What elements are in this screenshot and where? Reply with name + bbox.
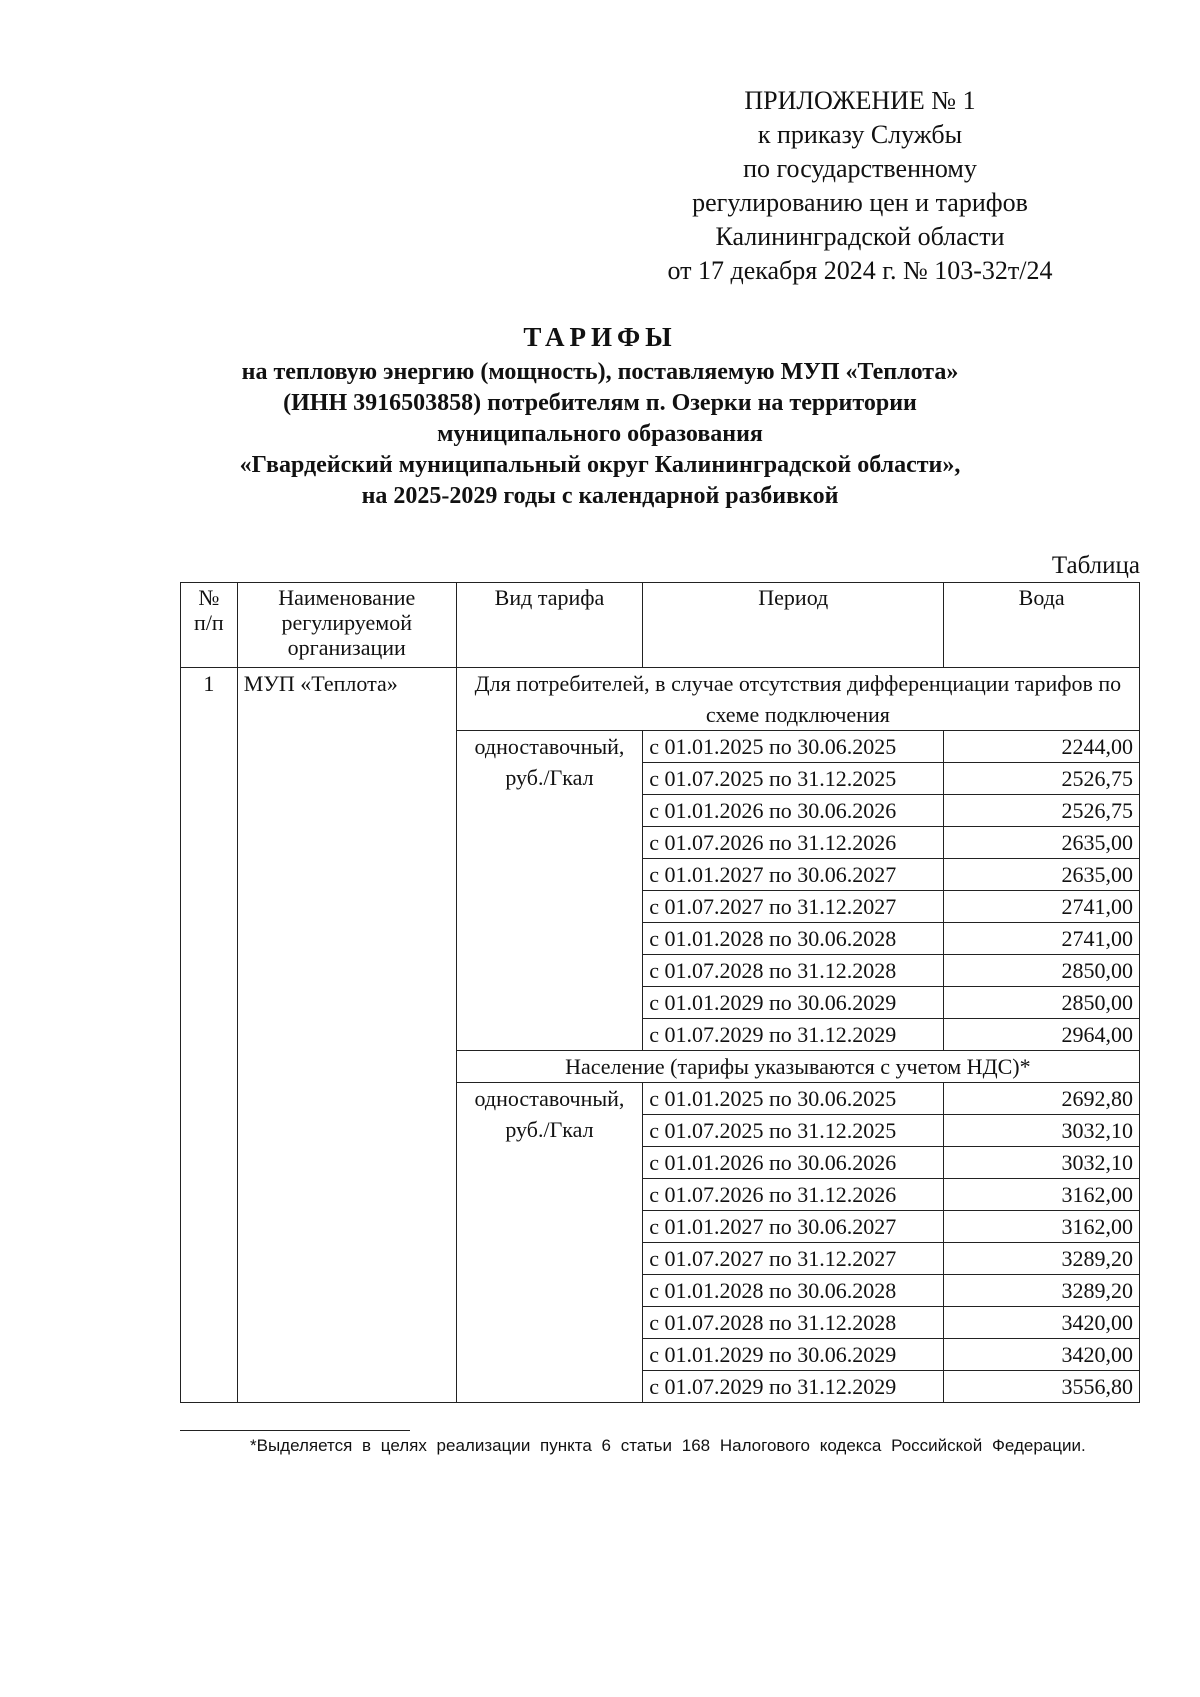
footnote-divider: [180, 1430, 410, 1431]
period-cell: с 01.07.2026 по 31.12.2026: [643, 827, 944, 859]
group-header-row: [181, 668, 1140, 731]
period-cell: с 01.01.2027 по 30.06.2027: [643, 1211, 944, 1243]
period-cell: с 01.07.2028 по 31.12.2028: [643, 955, 944, 987]
period-cell: с 01.01.2029 по 30.06.2029: [643, 1339, 944, 1371]
header-period: Период: [643, 583, 944, 668]
consumer-group-title: Для потребителей, в случае отсутствия дифференциации тарифов по схеме подключения: [456, 668, 1139, 731]
tariff-value-cell: 3420,00: [944, 1339, 1140, 1371]
tariff-kind-cell: одноставочный, руб./Гкал: [456, 731, 643, 1051]
tariff-value-cell: 2964,00: [944, 1019, 1140, 1051]
tariff-value-cell: 2850,00: [944, 955, 1140, 987]
table-caption: Таблица: [1051, 552, 1140, 579]
tariff-value-cell: 2850,00: [944, 987, 1140, 1019]
title-line: муниципального образования: [437, 421, 763, 447]
appendix-line: по государственному: [743, 154, 977, 183]
consumer-group-title: Население (тарифы указываются с учетом НДС)*: [456, 1051, 1139, 1083]
period-cell: с 01.07.2025 по 31.12.2025: [643, 1115, 944, 1147]
table-header-row: [181, 583, 1140, 668]
title-line: (ИНН 3916503858) потребителям п. Озерки на территории: [283, 390, 917, 416]
period-cell: с 01.01.2028 по 30.06.2028: [643, 1275, 944, 1307]
tariff-value-cell: 3556,80: [944, 1371, 1140, 1403]
footnote: *Выделяется в целях реализации пункта 6 статьи 168 Налогового кодекса Российской Федерации.: [250, 1436, 1086, 1455]
appendix-block: [640, 84, 1080, 288]
tariff-value-cell: 2741,00: [944, 891, 1140, 923]
tariff-value-cell: 2635,00: [944, 859, 1140, 891]
tariff-value-cell: 2635,00: [944, 827, 1140, 859]
period-cell: с 01.01.2025 по 30.06.2025: [643, 731, 944, 763]
period-cell: с 01.01.2025 по 30.06.2025: [643, 1083, 944, 1115]
header-org: Наименование регулируемой организации: [237, 583, 456, 668]
document-title: [150, 322, 1050, 512]
period-cell: с 01.01.2029 по 30.06.2029: [643, 987, 944, 1019]
tariff-value-cell: 2526,75: [944, 795, 1140, 827]
appendix-line: Калининградской области: [715, 222, 1005, 251]
tariff-value-cell: 3289,20: [944, 1243, 1140, 1275]
period-cell: с 01.07.2027 по 31.12.2027: [643, 1243, 944, 1275]
title-line: «Гвардейский муниципальный округ Калининградской области»,: [239, 452, 961, 478]
appendix-line: к приказу Службы: [757, 120, 963, 149]
table-body: [181, 668, 1140, 1403]
period-cell: с 01.01.2027 по 30.06.2027: [643, 859, 944, 891]
tariff-kind-cell: одноставочный, руб./Гкал: [456, 1083, 643, 1403]
header-kind: Вид тарифа: [456, 583, 643, 668]
period-cell: с 01.07.2026 по 31.12.2026: [643, 1179, 944, 1211]
organization-cell: МУП «Теплота»: [237, 668, 456, 1403]
tariff-value-cell: 2692,80: [944, 1083, 1140, 1115]
tariff-value-cell: 3162,00: [944, 1179, 1140, 1211]
title-line: на 2025-2029 годы с календарной разбивкой: [361, 483, 839, 509]
period-cell: с 01.01.2026 по 30.06.2026: [643, 1147, 944, 1179]
period-cell: с 01.07.2029 по 31.12.2029: [643, 1019, 944, 1051]
period-cell: с 01.01.2028 по 30.06.2028: [643, 923, 944, 955]
tariff-value-cell: 3032,10: [944, 1147, 1140, 1179]
tariff-value-cell: 3289,20: [944, 1275, 1140, 1307]
period-cell: с 01.07.2029 по 31.12.2029: [643, 1371, 944, 1403]
tariff-value-cell: 2741,00: [944, 923, 1140, 955]
tariff-value-cell: 3420,00: [944, 1307, 1140, 1339]
period-cell: с 01.07.2027 по 31.12.2027: [643, 891, 944, 923]
header-num: № п/п: [181, 583, 238, 668]
row-number-cell: 1: [181, 668, 238, 1403]
appendix-line: регулированию цен и тарифов: [692, 188, 1028, 217]
tariff-value-cell: 3032,10: [944, 1115, 1140, 1147]
tariffs-table: [180, 582, 1140, 1403]
tariff-value-cell: 3162,00: [944, 1211, 1140, 1243]
appendix-line: ПРИЛОЖЕНИЕ № 1: [744, 86, 976, 115]
title-line: на тепловую энергию (мощность), поставляемую МУП «Теплота»: [241, 359, 959, 385]
appendix-line: от 17 декабря 2024 г. № 103-32т/24: [667, 256, 1053, 285]
header-value: Вода: [944, 583, 1140, 668]
period-cell: с 01.07.2025 по 31.12.2025: [643, 763, 944, 795]
tariff-value-cell: 2526,75: [944, 763, 1140, 795]
main-title: ТАРИФЫ: [523, 322, 677, 352]
period-cell: с 01.01.2026 по 30.06.2026: [643, 795, 944, 827]
period-cell: с 01.07.2028 по 31.12.2028: [643, 1307, 944, 1339]
tariff-value-cell: 2244,00: [944, 731, 1140, 763]
